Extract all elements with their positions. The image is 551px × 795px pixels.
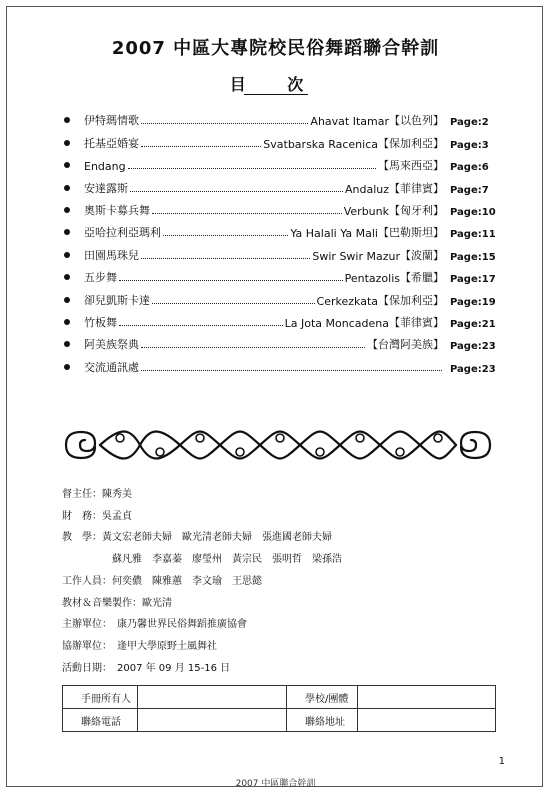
bullet-icon — [64, 140, 70, 146]
bullet-icon — [64, 297, 70, 303]
toc-entry-page: Page:11 — [450, 229, 496, 241]
credit-staff: 工作人員：何奕儂 陳雅蕙 李文瑜 王思懿 — [62, 575, 262, 587]
toc-entry — [62, 173, 492, 195]
owner-label: 手冊所有人 — [63, 686, 138, 709]
toc-entry-page: Page:10 — [450, 206, 496, 218]
toc-entry-translit: Cerkezkata — [316, 294, 378, 308]
toc-entry-page: Page:23 — [450, 341, 496, 353]
bullet-icon — [64, 274, 70, 280]
credit-materials: 教材＆音樂製作：歐光清 — [62, 597, 172, 609]
toc-entry-page: Page:19 — [450, 296, 496, 308]
toc-entry-origin: 【巴勒斯坦】 — [378, 226, 444, 240]
dot-leader — [141, 347, 365, 348]
toc-entry — [62, 218, 496, 241]
bullet-icon — [64, 185, 70, 191]
toc-heading-underline — [244, 94, 308, 95]
toc-heading: 目 次 — [229, 75, 322, 94]
bullet-icon — [64, 364, 70, 370]
toc-entry-title: 卻兒凱斯卡達 — [84, 293, 150, 307]
toc-entry-page: Page:17 — [450, 274, 496, 286]
toc-entry-page: Page:7 — [450, 184, 489, 196]
toc-entry — [62, 128, 492, 150]
credit-supervisor: 督主任：陳秀美 — [62, 489, 132, 500]
toc-entry-translit: Ahavat Itamar — [310, 115, 389, 129]
toc-entry-translit: Pentazolis — [344, 272, 400, 286]
phone-label: 聯絡電話 — [63, 709, 138, 732]
dot-leader — [141, 258, 310, 259]
page-footer: 2007 中區聯合幹訓 — [235, 779, 316, 789]
toc-entry-title: 阿美族祭典 — [84, 338, 139, 352]
dot-leader — [130, 191, 343, 192]
toc-entry-origin: 【保加利亞】 — [378, 293, 444, 307]
toc-entry-title: 奧斯卡募兵舞 — [84, 203, 150, 217]
dot-leader — [128, 168, 376, 169]
toc-entry — [62, 240, 496, 263]
credit-date: 活動日期： 2007 年 09 月 15-16 日 — [62, 662, 231, 674]
toc-entry — [62, 106, 492, 128]
toc-entry — [62, 263, 496, 286]
toc-entry-page: Page:6 — [450, 162, 489, 174]
dot-leader — [119, 280, 343, 281]
toc-entry-origin: 【菲律賓】 — [389, 315, 444, 329]
owner-field[interactable] — [138, 686, 287, 709]
bullet-icon — [64, 162, 70, 168]
bullet-icon — [64, 319, 70, 325]
credit-co-organizer: 協辦單位： 逢甲大學原野土風舞社 — [62, 640, 217, 652]
credit-teachers: 教 學：黃文宏老師夫婦 歐光清老師夫婦 張進國老師夫婦 — [62, 532, 332, 544]
toc-entry-origin: 【馬來西亞】 — [378, 159, 444, 173]
dot-leader — [163, 235, 288, 236]
toc-entry-translit: Svatbarska Racenica — [263, 137, 378, 151]
bullet-icon — [64, 252, 70, 258]
toc-entry-origin: 【希臘】 — [400, 271, 444, 285]
school-label: 學校/團體 — [287, 686, 358, 709]
bullet-icon — [64, 229, 70, 235]
bullet-icon — [64, 341, 70, 347]
toc-entry-origin: 【菲律賓】 — [389, 181, 444, 195]
toc-entry-page: Page:3 — [450, 139, 489, 151]
dot-leader — [141, 146, 261, 147]
decorative-scroll-divider — [60, 425, 496, 465]
toc-entry-title: 亞哈拉利亞瑪利 — [84, 226, 161, 240]
credit-finance: 財 務：吳孟貞 — [62, 510, 132, 522]
address-label: 聯絡地址 — [287, 709, 358, 732]
toc-entry-title: 五步舞 — [84, 271, 117, 285]
toc-entry-translit: La Jota Moncadena — [284, 316, 389, 330]
toc-entry — [62, 308, 496, 330]
dot-leader — [152, 303, 315, 304]
toc-entry — [62, 196, 496, 218]
toc-entry — [62, 352, 496, 375]
table-of-contents — [62, 106, 496, 375]
credit-organizer: 主辦單位： 康乃馨世界民俗舞蹈推廣協會 — [62, 619, 247, 631]
toc-entry — [62, 285, 496, 308]
toc-entry-page: Page:21 — [450, 318, 496, 330]
toc-entry-origin: 【以色列】 — [389, 114, 444, 128]
page-number: 1 — [498, 756, 505, 767]
toc-entry-title: 田園馬珠兒 — [84, 248, 139, 262]
toc-entry-translit: Andaluz — [344, 182, 389, 196]
toc-entry-page: Page:2 — [450, 117, 489, 129]
toc-entry-origin: 【波蘭】 — [400, 248, 444, 262]
document-title: 2007 中區大專院校民俗舞蹈聯合幹訓 — [111, 38, 440, 59]
toc-entry-page: Page:23 — [450, 363, 496, 375]
toc-entry-origin: 【匈牙利】 — [389, 203, 444, 217]
credit-teachers-continued — [62, 549, 342, 571]
toc-entry-translit: Swir Swir Mazur — [312, 249, 400, 263]
school-field[interactable] — [358, 686, 496, 709]
phone-field[interactable] — [138, 709, 287, 732]
toc-entry — [62, 330, 496, 353]
toc-entry-title: 交流通訊處 — [84, 360, 139, 374]
toc-entry-translit: Ya Halali Ya Mali — [290, 227, 378, 241]
bullet-icon — [64, 117, 70, 123]
address-field[interactable] — [358, 709, 496, 732]
toc-entry — [62, 151, 492, 173]
toc-entry-title: 托基亞婚宴 — [84, 136, 139, 150]
credits-block — [62, 484, 342, 679]
bullet-icon — [64, 207, 70, 213]
toc-entry-origin: 【台灣阿美族】 — [367, 338, 444, 352]
owner-info-table — [62, 685, 496, 732]
toc-entry-page: Page:15 — [450, 251, 496, 263]
dot-leader — [152, 213, 342, 214]
toc-entry-title: Endang — [84, 160, 126, 174]
dot-leader — [141, 370, 442, 371]
toc-entry-title: 竹板舞 — [84, 315, 117, 329]
toc-entry-title: 安達露斯 — [84, 181, 128, 195]
credit-teachers-names: 蘇凡雅 李嘉蓁 廖瑩州 黃宗民 張明哲 梁孫浩 — [112, 554, 342, 566]
toc-entry-origin: 【保加利亞】 — [378, 136, 444, 150]
dot-leader — [141, 123, 308, 124]
dot-leader — [119, 325, 283, 326]
toc-entry-title: 伊特瑪情歌 — [84, 114, 139, 128]
toc-entry-translit: Verbunk — [343, 204, 389, 218]
